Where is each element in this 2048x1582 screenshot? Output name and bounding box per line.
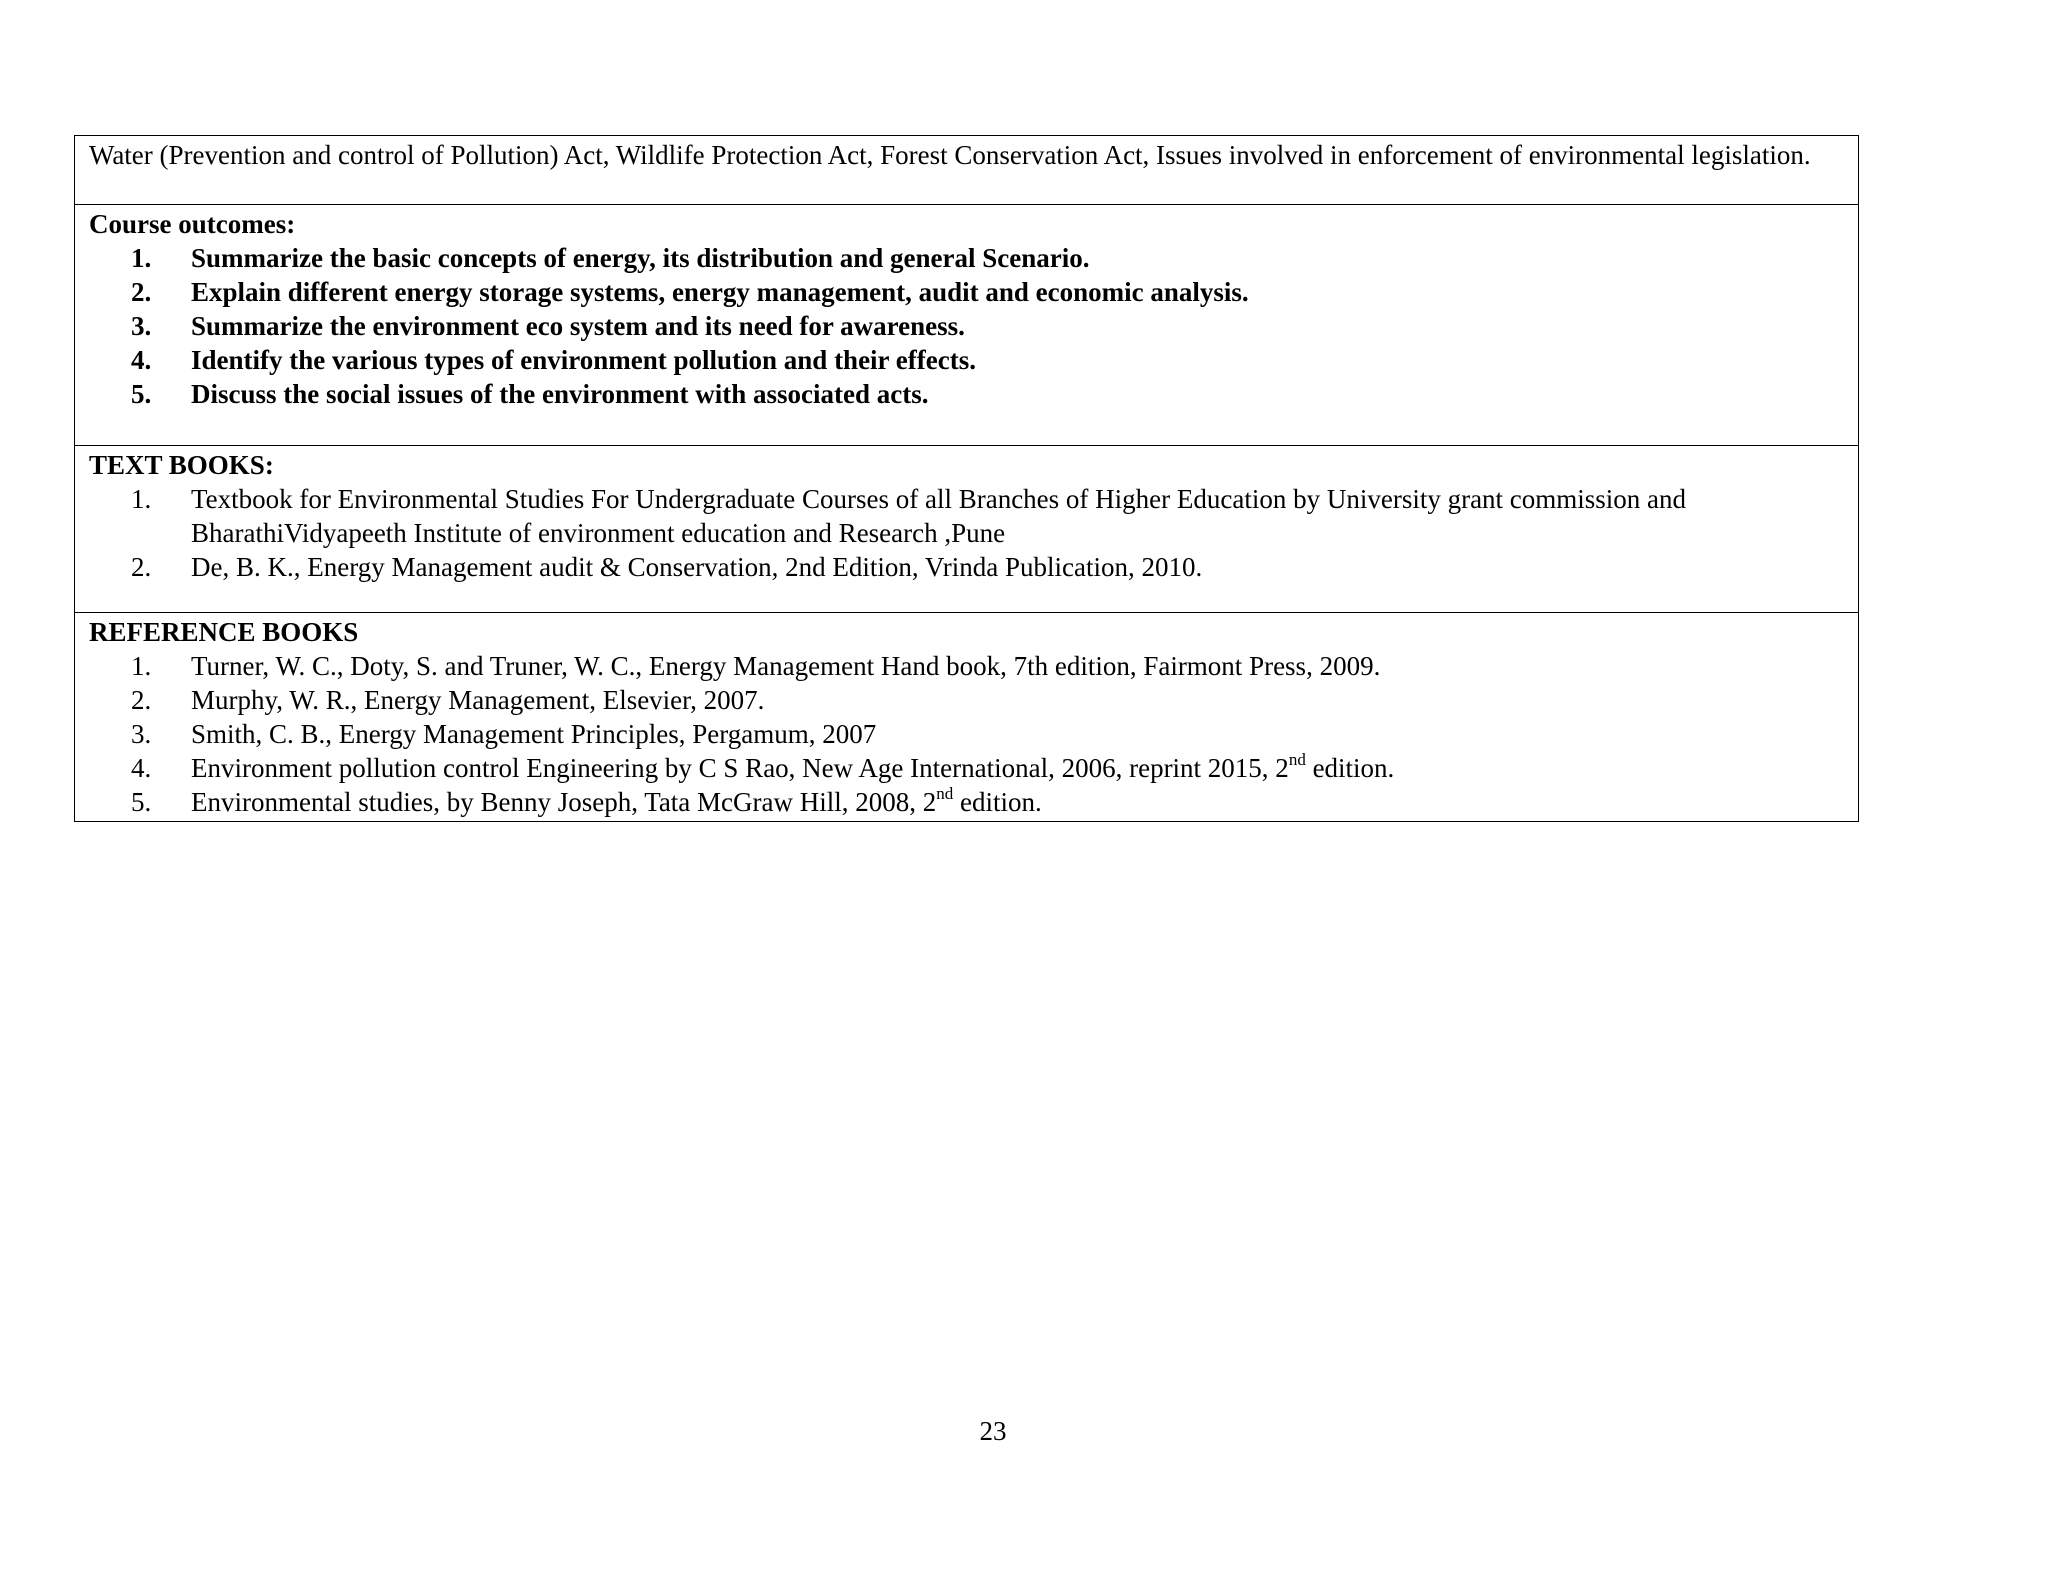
ordinal-superscript: nd: [1288, 750, 1306, 769]
item-number: 2.: [131, 552, 152, 582]
reference-books-cell: [75, 613, 1859, 822]
item-number: 3.: [131, 311, 152, 341]
intro-cell: [75, 136, 1859, 205]
item-text: De, B. K., Energy Management audit & Conservation, 2nd Edition, Vrinda Publication, 2010.: [191, 552, 1203, 582]
item-number: 1.: [131, 651, 152, 681]
item-text: Identify the various types of environment pollution and their effects.: [191, 345, 976, 375]
text-books-row: [75, 446, 1859, 613]
item-text: Murphy, W. R., Energy Management, Elsevier, 2007.: [191, 685, 765, 715]
list-item: [89, 343, 1844, 377]
item-text: Summarize the basic concepts of energy, its distribution and general Scenario.: [191, 243, 1090, 273]
list-item: [89, 482, 1844, 550]
list-item: [89, 649, 1844, 683]
item-text: Explain different energy storage systems, energy management, audit and economic analysis.: [191, 277, 1249, 307]
item-number: 1.: [131, 484, 152, 514]
list-item: [89, 377, 1844, 411]
text-books-cell: [75, 446, 1859, 613]
intro-row: [75, 136, 1859, 205]
item-number: 4.: [131, 753, 152, 783]
item-text: Environmental studies, by Benny Joseph, Tata McGraw Hill, 2008, 2: [191, 787, 937, 817]
text-books-heading: TEXT BOOKS:: [89, 450, 274, 480]
item-number: 3.: [131, 719, 152, 749]
reference-books-row: [75, 613, 1859, 822]
item-text: Turner, W. C., Doty, S. and Truner, W. C., Energy Management Hand book, 7th edition, Fairmont Press, 2009.: [191, 651, 1381, 681]
page-number: 23: [979, 1416, 1007, 1446]
item-text: Textbook for Environmental Studies For Undergraduate Courses of all Branches of Higher Education by University grant commission and BharathiVidyapeeth Institute of environment education and Research ,Pune: [191, 484, 1687, 548]
syllabus-table: [74, 135, 1859, 822]
text-books-list: [89, 482, 1844, 584]
course-outcomes-list: [89, 241, 1844, 411]
list-item: [89, 309, 1844, 343]
list-item: [89, 785, 1844, 819]
list-item: [89, 275, 1844, 309]
list-item: [89, 751, 1844, 785]
item-number: 4.: [131, 345, 152, 375]
item-text: Summarize the environment eco system and its need for awareness.: [191, 311, 965, 341]
course-outcomes-cell: [75, 205, 1859, 446]
reference-books-heading: REFERENCE BOOKS: [89, 617, 359, 647]
item-text: Discuss the social issues of the environment with associated acts.: [191, 379, 929, 409]
item-text-suffix: edition.: [1305, 753, 1395, 783]
list-item: [89, 717, 1844, 751]
item-text: Smith, C. B., Energy Management Principles, Pergamum, 2007: [191, 719, 877, 749]
item-number: 1.: [131, 243, 152, 273]
list-item: [89, 550, 1844, 584]
item-number: 2.: [131, 277, 152, 307]
item-number: 5.: [131, 379, 152, 409]
course-outcomes-heading: Course outcomes:: [89, 209, 296, 239]
course-outcomes-row: [75, 205, 1859, 446]
list-item: [89, 683, 1844, 717]
item-text-suffix: edition.: [953, 787, 1042, 817]
item-text: Environment pollution control Engineering by C S Rao, New Age International, 2006, reprint 2015, 2: [191, 753, 1289, 783]
item-number: 5.: [131, 787, 152, 817]
list-item: [89, 241, 1844, 275]
intro-text: Water (Prevention and control of Pollution) Act, Wildlife Protection Act, Forest Conservation Act, Issues involved in enforcement of environmental legislation.: [89, 140, 1811, 170]
item-number: 2.: [131, 685, 152, 715]
ordinal-superscript: nd: [936, 784, 954, 803]
reference-books-list: [89, 649, 1844, 819]
